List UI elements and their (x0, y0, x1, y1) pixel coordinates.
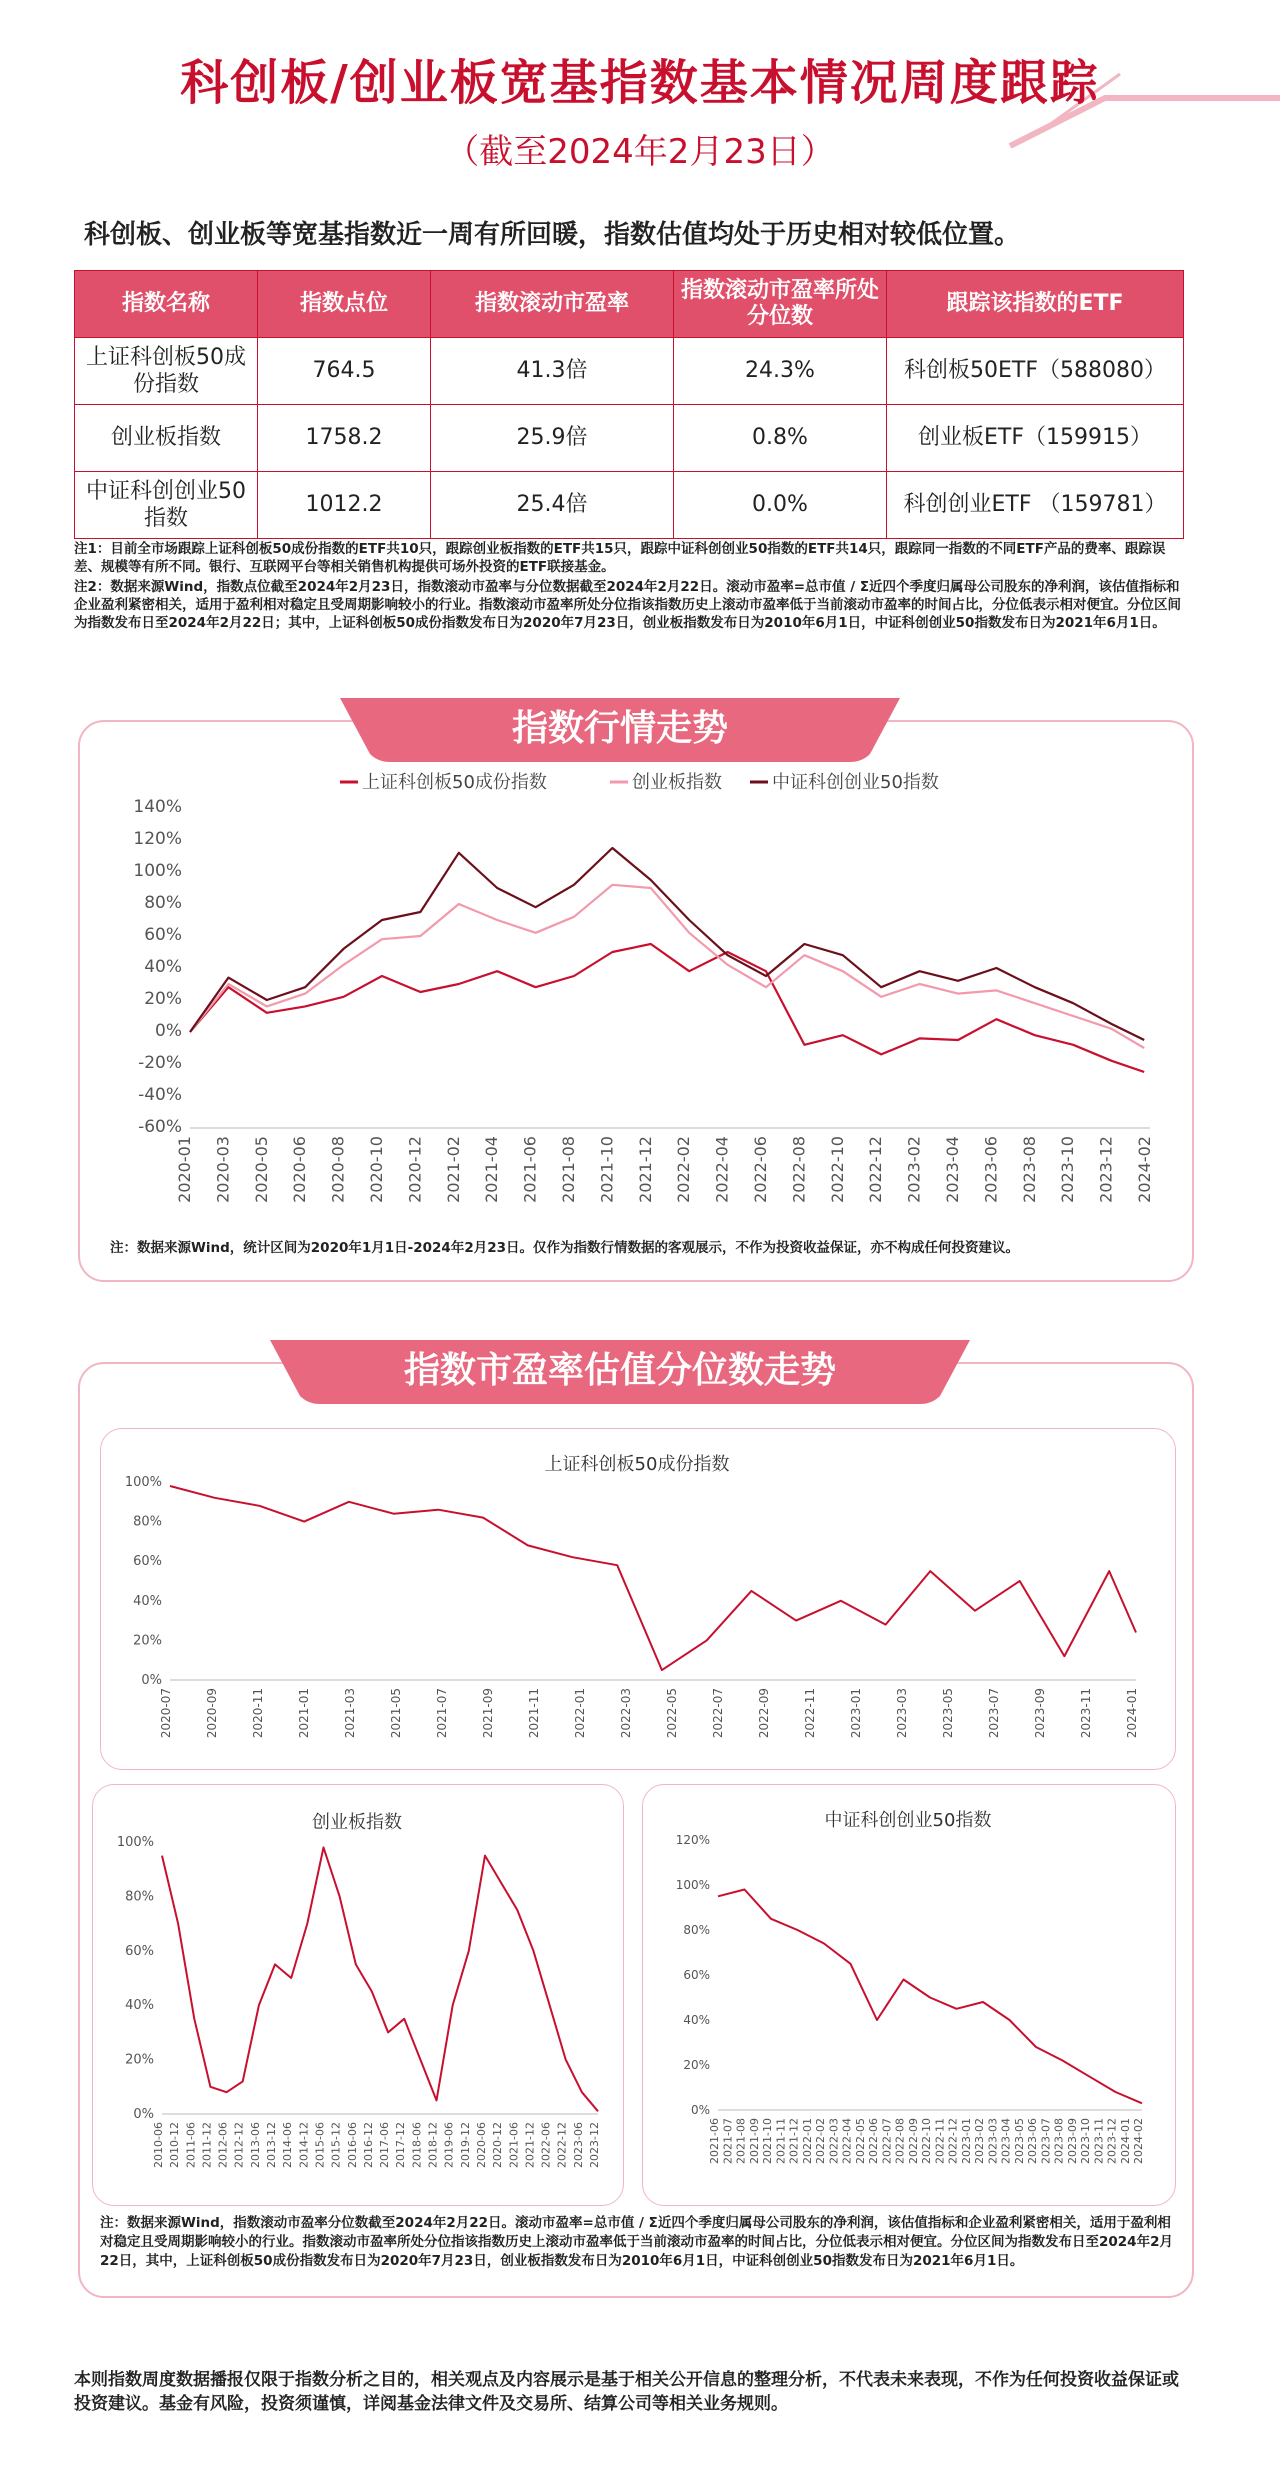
x-tick-label: 2023-04 (943, 1136, 962, 1203)
y-tick-label: 80% (133, 1514, 162, 1530)
x-tick-label: 2022-11 (803, 1688, 817, 1739)
x-tick-label: 2022-02 (674, 1136, 694, 1203)
cell-pe: 41.3倍 (431, 338, 674, 405)
x-tick-label: 2023-07 (1039, 2118, 1053, 2164)
y-tick-label: 60% (133, 1554, 162, 1570)
y-tick-label: 60% (144, 925, 182, 945)
x-tick-label: 2021-06 (708, 2118, 721, 2164)
x-tick-label: 2013-12 (265, 2122, 279, 2168)
x-tick-label: 2022-08 (789, 1136, 809, 1203)
x-tick-label: 2010-12 (168, 2122, 182, 2168)
x-tick-label: 2024-02 (1135, 1136, 1154, 1203)
x-tick-label: 2021-07 (435, 1688, 449, 1739)
x-tick-label: 2023-06 (981, 1136, 1001, 1203)
x-tick-label: 2024-01 (1125, 1688, 1139, 1739)
x-tick-label: 2010-06 (152, 2122, 165, 2168)
page-subtitle: （截至2024年2月23日） (445, 132, 835, 172)
x-tick-label: 2023-08 (1052, 2118, 1066, 2164)
star50-pe-chart (110, 1470, 1164, 1760)
x-tick-label: 2022-10 (920, 2118, 933, 2164)
header-etf: 跟踪该指数的ETF (887, 271, 1184, 338)
x-tick-label: 2012-12 (232, 2122, 246, 2168)
legend-label: 创业板指数 (632, 772, 722, 793)
x-tick-label: 2023-05 (1012, 2118, 1026, 2164)
y-tick-label: 0% (141, 1673, 162, 1688)
y-tick-label: -60% (138, 1117, 182, 1137)
x-tick-label: 2020-06 (474, 2122, 488, 2168)
x-tick-label: 2020-10 (367, 1136, 386, 1203)
cell-index-name: 中证科创创业50指数 (75, 472, 258, 539)
y-tick-label: 40% (683, 2013, 710, 2027)
y-tick-label: 80% (144, 893, 182, 913)
sci50-pe-chart (650, 1828, 1166, 2198)
x-tick-label: 2019-12 (458, 2122, 472, 2168)
cell-pe-percentile: 0.0% (674, 472, 887, 539)
chinext-pe-chart (100, 1830, 614, 2200)
x-tick-label: 2022-04 (840, 2118, 854, 2164)
cell-pe: 25.9倍 (431, 405, 674, 472)
x-tick-label: 2022-06 (751, 1136, 770, 1203)
x-tick-label: 2020-12 (405, 1136, 425, 1203)
x-tick-label: 2022-11 (933, 2118, 947, 2164)
x-tick-label: 2021-11 (774, 2118, 788, 2164)
cell-index-name: 上证科创板50成份指数 (75, 338, 258, 405)
y-tick-label: 120% (133, 829, 182, 849)
y-tick-label: 40% (125, 1998, 154, 2014)
x-tick-label: 2023-03 (895, 1688, 909, 1739)
x-tick-label: 2020-01 (175, 1136, 194, 1203)
x-tick-label: 2022-10 (827, 1136, 847, 1203)
x-tick-label: 2022-05 (853, 2118, 867, 2164)
x-tick-label: 2023-02 (973, 2118, 986, 2164)
x-tick-label: 2023-12 (1105, 2118, 1119, 2164)
y-tick-label: 20% (683, 2058, 710, 2072)
chinext-pe-title: 创业板指数 (312, 1812, 402, 1833)
y-tick-label: 100% (675, 1878, 710, 1892)
x-tick-label: 2022-03 (619, 1688, 633, 1739)
series-line (190, 885, 1144, 1048)
trend-banner-title: 指数行情走势 (511, 708, 728, 749)
y-tick-label: 20% (133, 1633, 162, 1649)
x-tick-label: 2023-01 (959, 2118, 973, 2164)
series-line (718, 1890, 1142, 2104)
sci50-pe-title: 中证科创创业50指数 (824, 1810, 992, 1831)
legend-label: 上证科创板50成份指数 (362, 772, 547, 793)
x-tick-label: 2021-12 (523, 2122, 537, 2168)
x-tick-label: 2017-06 (378, 2122, 392, 2168)
y-tick-label: 100% (124, 1475, 162, 1490)
x-tick-label: 2018-12 (426, 2122, 440, 2168)
page-title: 科创板/创业板宽基指数基本情况周度跟踪 (180, 55, 1100, 111)
x-tick-label: 2021-01 (297, 1688, 311, 1739)
x-tick-label: 2022-02 (814, 2118, 827, 2164)
cell-index-name: 创业板指数 (75, 405, 258, 472)
trend-chart (90, 760, 1180, 1220)
x-tick-label: 2023-04 (999, 2118, 1013, 2164)
x-tick-label: 2011-12 (200, 2122, 214, 2168)
x-tick-label: 2019-06 (442, 2122, 456, 2168)
x-tick-label: 2022-08 (893, 2118, 907, 2164)
cell-index-level: 1012.2 (258, 472, 431, 539)
cell-etf: 科创创业ETF （159781） (887, 472, 1184, 539)
star50-pe-title: 上证科创板50成份指数 (544, 1454, 730, 1475)
x-tick-label: 2023-07 (987, 1688, 1001, 1739)
x-tick-label: 2022-07 (880, 2118, 894, 2164)
cell-index-level: 1758.2 (258, 405, 431, 472)
y-tick-label: 60% (125, 1943, 154, 1959)
disclaimer: 本则指数周度数据播报仅限于指数分析之目的，相关观点及内容展示是基于相关公开信息的整理分析，不代表未来表现，不作为任何投资收益保证或投资建议。基金有风险，投资须谨慎，详阅基金法律文件及交易所、结算公司等相关业务规则。 (74, 2370, 1179, 2414)
y-tick-label: 100% (116, 1835, 154, 1850)
header-pe: 指数滚动市盈率 (431, 271, 674, 338)
y-tick-label: 0% (133, 2107, 154, 2122)
index-summary-table (74, 270, 1184, 539)
x-tick-label: 2015-06 (313, 2122, 327, 2168)
series-line (162, 1847, 598, 2111)
x-tick-label: 2023-11 (1079, 1688, 1093, 1739)
x-tick-label: 2021-08 (734, 2118, 748, 2164)
y-tick-label: 40% (144, 957, 182, 977)
x-tick-label: 2020-03 (213, 1136, 233, 1203)
x-tick-label: 2021-05 (389, 1688, 403, 1739)
x-tick-label: 2020-07 (159, 1688, 173, 1739)
header-pe-percentile: 指数滚动市盈率所处分位数 (674, 271, 887, 338)
x-tick-label: 2023-06 (571, 2122, 585, 2168)
x-tick-label: 2022-12 (946, 2118, 960, 2164)
x-tick-label: 2022-06 (867, 2118, 880, 2164)
x-tick-label: 2014-12 (297, 2122, 311, 2168)
x-tick-label: 2020-08 (328, 1136, 348, 1203)
x-tick-label: 2012-06 (216, 2122, 230, 2168)
series-line (190, 848, 1144, 1040)
x-tick-label: 2023-05 (941, 1688, 955, 1739)
x-tick-label: 2023-09 (1033, 1688, 1047, 1739)
x-tick-label: 2022-04 (712, 1136, 732, 1203)
x-tick-label: 2011-06 (184, 2122, 198, 2168)
x-tick-label: 2024-02 (1132, 2118, 1145, 2164)
x-tick-label: 2021-10 (761, 2118, 774, 2164)
x-tick-label: 2021-06 (507, 2122, 521, 2168)
x-tick-label: 2017-12 (394, 2122, 408, 2168)
x-tick-label: 2022-06 (539, 2122, 553, 2168)
footnote-2: 注2：数据来源Wind，指数点位截至2024年2月23日，指数滚动市盈率与分位数据截至2024年2月22日。滚动市盈率=总市值 / Σ近四个季度归属母公司股东的净利润，该估值指标和企业盈利紧密相关，适用于盈利相对稳定且受周期影响较小的行业。指数滚动市盈率所处分位指该指数历史上滚动市盈率低于当前滚动市盈率的时间占比，分位低表示相对便宜。分位区间为指数发布日至2024年2月22日；其中，上证科创板50成份指数发布日为2020年7月23日，创业板指数发布日为2010年6月1日，中证科创创业50指数发布日为2021年6月1日。 (74, 579, 1181, 631)
table-row (75, 472, 1184, 539)
y-tick-label: 80% (683, 1923, 710, 1937)
y-tick-label: 0% (155, 1021, 182, 1041)
x-tick-label: 2021-07 (721, 2118, 735, 2164)
x-tick-label: 2023-10 (1058, 1136, 1078, 1203)
y-tick-label: -20% (138, 1053, 182, 1073)
x-tick-label: 2016-12 (361, 2122, 375, 2168)
x-tick-label: 2021-09 (481, 1688, 495, 1739)
x-tick-label: 2022-03 (827, 2118, 841, 2164)
y-tick-label: 60% (683, 1968, 710, 1982)
x-tick-label: 2023-10 (1079, 2118, 1092, 2164)
x-tick-label: 2021-09 (747, 2118, 761, 2164)
x-tick-label: 2013-06 (248, 2122, 262, 2168)
pe-chart-note: 注：数据来源Wind，指数滚动市盈率分位数截至2024年2月22日。滚动市盈率=总市值 / Σ近四个季度归属母公司股东的净利润，该估值指标和企业盈利紧密相关，适用于盈利相对稳定且受周期影响较小的行业。指数滚动市盈率所处分位指该指数历史上滚动市盈率低于当前滚动市盈率的时间占比，分位低表示相对便宜。分位区间为指数发布日至2024年2月22日，其中，上证科创板50成份指数发布日为2020年7月23日，创业板指数发布日为2010年6月1日，中证科创创业50指数发布日为2021年6月1日。 (100, 2215, 1173, 2269)
lead-summary: 科创板、创业板等宽基指数近一周有所回暖，指数估值均处于历史相对较低位置。 (84, 220, 1021, 250)
x-tick-label: 2016-06 (345, 2122, 359, 2168)
x-tick-label: 2023-09 (1065, 2118, 1079, 2164)
x-tick-label: 2020-05 (251, 1136, 271, 1203)
table-row (75, 338, 1184, 405)
pe-banner-title: 指数市盈率估值分位数走势 (403, 1350, 836, 1391)
cell-pe-percentile: 0.8% (674, 405, 887, 472)
y-tick-label: 140% (133, 797, 182, 817)
x-tick-label: 2021-11 (527, 1688, 541, 1739)
x-tick-label: 2022-01 (573, 1688, 587, 1739)
x-tick-label: 2023-02 (904, 1136, 924, 1203)
cell-pe-percentile: 24.3% (674, 338, 887, 405)
series-line (170, 1486, 1136, 1670)
x-tick-label: 2021-06 (520, 1136, 540, 1203)
x-tick-label: 2021-04 (482, 1136, 502, 1203)
x-tick-label: 2023-12 (1096, 1136, 1116, 1203)
x-tick-label: 2020-09 (205, 1688, 219, 1739)
x-tick-label: 2021-12 (635, 1136, 655, 1203)
x-tick-label: 2021-08 (559, 1136, 578, 1203)
x-tick-label: 2020-11 (251, 1688, 265, 1739)
cell-etf: 创业板ETF（159915） (887, 405, 1184, 472)
y-tick-label: 20% (125, 2052, 154, 2068)
series-line (190, 944, 1144, 1072)
y-tick-label: 20% (144, 989, 182, 1009)
table-row (75, 405, 1184, 472)
x-tick-label: 2021-12 (787, 2118, 801, 2164)
x-tick-label: 2023-03 (986, 2118, 1000, 2164)
x-tick-label: 2023-08 (1019, 1136, 1039, 1203)
cell-index-level: 764.5 (258, 338, 431, 405)
x-tick-label: 2021-10 (597, 1136, 617, 1203)
cell-etf: 科创板50ETF（588080） (887, 338, 1184, 405)
y-tick-label: 40% (133, 1593, 162, 1609)
trend-chart-note: 注：数据来源Wind，统计区间为2020年1月1日-2024年2月23日。仅作为指数行情数据的客观展示，不作为投资收益保证，亦不构成任何投资建议。 (110, 1240, 1020, 1256)
x-tick-label: 2020-06 (290, 1136, 310, 1203)
header-index-level: 指数点位 (258, 271, 431, 338)
y-tick-label: 0% (690, 2103, 710, 2117)
x-tick-label: 2022-05 (665, 1688, 679, 1739)
x-tick-label: 2020-12 (491, 2122, 505, 2168)
y-tick-label: 120% (675, 1833, 710, 1847)
x-tick-label: 2014-06 (281, 2122, 295, 2168)
x-tick-label: 2022-12 (555, 2122, 569, 2168)
y-tick-label: -40% (138, 1085, 182, 1105)
table-header-row (75, 271, 1184, 338)
x-tick-label: 2023-06 (1026, 2118, 1039, 2164)
x-tick-label: 2023-01 (849, 1688, 863, 1739)
x-tick-label: 2022-07 (711, 1688, 725, 1739)
x-tick-label: 2022-09 (757, 1688, 771, 1739)
x-tick-label: 2022-12 (866, 1136, 886, 1203)
x-tick-label: 2021-03 (343, 1688, 357, 1739)
x-tick-label: 2024-01 (1118, 2118, 1132, 2164)
footnote-1: 注1：目前全市场跟踪上证科创板50成份指数的ETF共10只，跟踪创业板指数的ETF共15只，跟踪中证科创创业50指数的ETF共14只，跟踪同一指数的不同ETF产品的费率、跟踪误差、规模等有所不同。银行、互联网平台等相关销售机构提供可场外投资的ETF联接基金。 (74, 541, 1166, 575)
x-tick-label: 2018-06 (410, 2122, 424, 2168)
legend-label: 中证科创创业50指数 (772, 772, 939, 793)
cell-pe: 25.4倍 (431, 472, 674, 539)
y-tick-label: 80% (125, 1889, 154, 1905)
x-tick-label: 2015-12 (329, 2122, 343, 2168)
x-tick-label: 2022-01 (800, 2118, 814, 2164)
x-tick-label: 2023-12 (588, 2122, 601, 2168)
x-tick-label: 2022-09 (906, 2118, 920, 2164)
y-tick-label: 100% (133, 861, 182, 881)
x-tick-label: 2021-02 (443, 1136, 463, 1203)
x-tick-label: 2023-11 (1092, 2118, 1106, 2164)
header-index-name: 指数名称 (75, 271, 258, 338)
